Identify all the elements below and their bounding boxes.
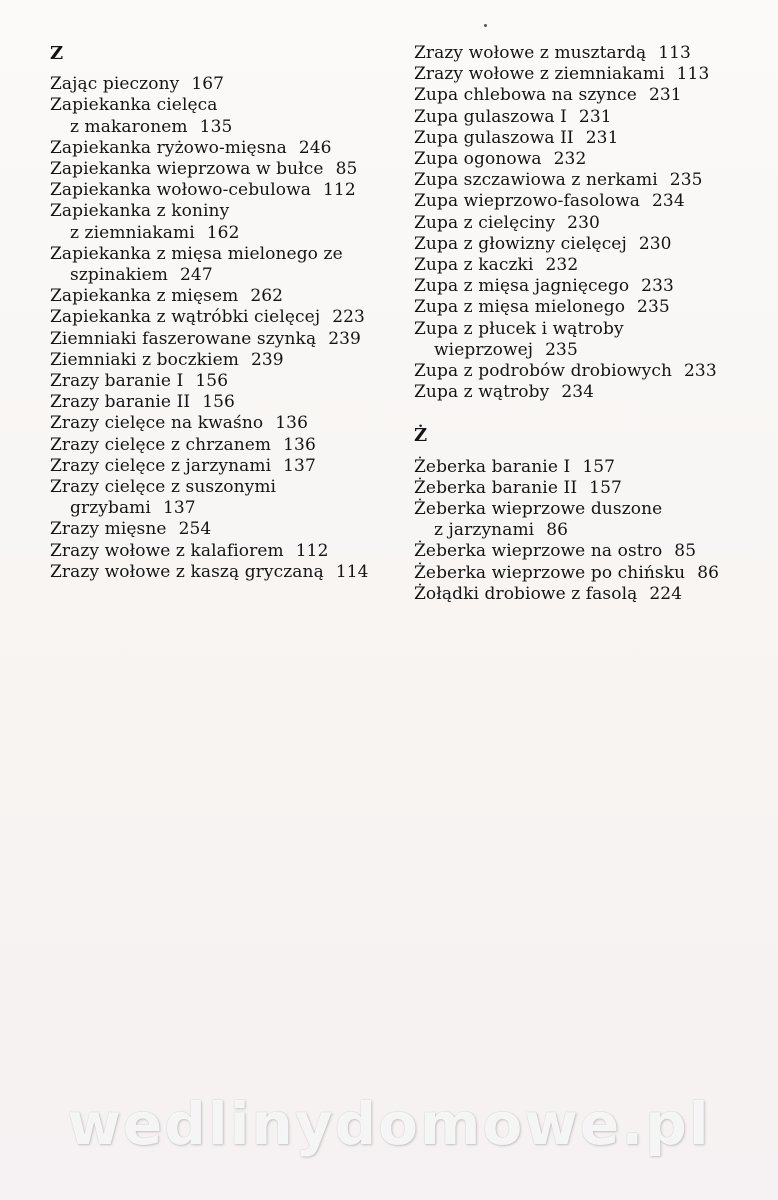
index-entry: [50, 286, 395, 307]
index-entry-continuation: [50, 265, 395, 286]
index-entry: [414, 255, 764, 276]
index-entry: [50, 138, 395, 159]
entry-title: z jarzynami: [434, 520, 535, 541]
index-entry-continuation: [414, 340, 764, 361]
entry-title: Zupa gulaszowa II: [414, 127, 574, 148]
entry-page-number: 86: [546, 520, 569, 541]
index-entry: [50, 307, 395, 328]
index-entry: [414, 584, 764, 605]
index-entry: [50, 477, 395, 498]
entry-page-number: 136: [275, 413, 308, 434]
index-entry: [414, 128, 764, 149]
entry-list-right-bottom: [414, 457, 764, 605]
index-entry: [414, 499, 764, 520]
entry-page-number: 235: [637, 297, 670, 318]
entry-page-number: 114: [335, 561, 369, 582]
entry-title: Zapiekanka z wątróbki cielęcej: [50, 307, 321, 328]
index-entry: [414, 457, 764, 478]
index-entry: [414, 64, 764, 85]
entry-page-number: 112: [295, 540, 329, 561]
entry-page-number: 234: [652, 191, 685, 212]
entry-title: Zapiekanka cielęca: [50, 95, 218, 116]
entry-page-number: 233: [641, 276, 674, 297]
index-entry: [414, 382, 764, 403]
entry-page-number: 85: [674, 541, 697, 562]
entry-title: Żołądki drobiowe z fasolą: [414, 583, 638, 604]
entry-title: Żeberka wieprzowe na ostro: [414, 541, 663, 562]
index-entry: [50, 413, 395, 434]
index-entry: [50, 519, 395, 540]
index-entry: [50, 350, 395, 371]
index-entry: [414, 149, 764, 170]
entry-title: Zapiekanka wołowo-cebulowa: [50, 180, 311, 201]
entry-title: Zupa z wątroby: [414, 382, 550, 403]
entry-title: Zrazy cielęce z chrzanem: [50, 434, 272, 455]
entry-title: wieprzowej: [434, 339, 534, 360]
entry-page-number: 137: [283, 455, 316, 476]
entry-title: Żeberka wieprzowe duszone: [414, 499, 663, 520]
entry-page-number: 262: [250, 286, 284, 307]
entry-title: Zrazy wołowe z kaszą gryczaną: [50, 561, 324, 582]
index-entry: [50, 541, 395, 562]
index-column-left: [50, 43, 395, 583]
entry-title: Żeberka baranie I: [414, 456, 571, 477]
index-entry: [414, 43, 764, 64]
entry-page-number: 137: [162, 498, 196, 519]
entry-title: Zupa gulaszowa I: [414, 106, 567, 127]
entry-page-number: 239: [250, 349, 284, 370]
index-entry: [50, 392, 395, 413]
entry-title: Zupa z płucek i wątroby: [414, 318, 624, 339]
entry-page-number: 156: [202, 392, 235, 413]
entry-title: Zupa chlebowa na szynce: [414, 85, 637, 106]
index-entry: [414, 191, 764, 212]
entry-title: z ziemniakami: [70, 222, 195, 243]
index-entry: [414, 234, 764, 255]
entry-title: Zrazy cielęce na kwaśno: [50, 413, 264, 434]
entry-list-left: [50, 74, 395, 583]
entry-title: Zrazy mięsne: [50, 519, 167, 540]
entry-page-number: 235: [545, 339, 578, 360]
entry-page-number: 230: [567, 212, 600, 233]
entry-title: z makaronem: [70, 116, 188, 137]
index-entry: [414, 213, 764, 234]
entry-title: Zapiekanka ryżowo-mięsna: [50, 137, 287, 158]
section-letter-z-dot: Ż: [414, 425, 428, 447]
index-entry: [50, 95, 395, 116]
index-column-right: [414, 43, 764, 605]
entry-page-number: 232: [545, 255, 579, 276]
index-entry: [414, 563, 764, 584]
print-speck: [484, 24, 487, 27]
entry-title: Zapiekanka z mięsem: [50, 286, 239, 307]
index-entry: [50, 371, 395, 392]
entry-page-number: 239: [328, 328, 361, 349]
entry-title: Zrazy wołowe z kalafiorem: [50, 540, 284, 561]
entry-page-number: 223: [332, 307, 365, 328]
entry-page-number: 233: [684, 361, 717, 382]
watermark: wedlinydomowe.pl: [67, 1090, 711, 1158]
entry-page-number: 157: [582, 456, 616, 477]
entry-title: grzybami: [70, 498, 151, 519]
entry-title: Ziemniaki z boczkiem: [50, 349, 239, 370]
index-entry: [50, 456, 395, 477]
entry-page-number: 247: [180, 265, 213, 286]
index-entry: [414, 297, 764, 318]
entry-title: Zrazy wołowe z musztardą: [414, 43, 647, 63]
entry-page-number: 234: [561, 382, 595, 403]
index-entry: [414, 478, 764, 499]
entry-page-number: 136: [283, 434, 316, 455]
entry-page-number: 231: [578, 106, 612, 127]
entry-page-number: 112: [323, 180, 356, 201]
entry-title: Zrazy baranie II: [50, 392, 191, 413]
index-entry: [414, 361, 764, 382]
entry-page-number: 157: [589, 477, 622, 498]
entry-title: szpinakiem: [70, 265, 169, 286]
entry-title: Zupa z mięsa mielonego: [414, 297, 626, 318]
section-letter-z: Z: [50, 43, 64, 64]
entry-title: Zupa z kaczki: [414, 255, 534, 276]
entry-title: Zupa szczawiowa z nerkami: [414, 170, 658, 191]
entry-title: Zapiekanka z mięsa mielonego ze: [50, 243, 343, 264]
entry-page-number: 85: [335, 159, 358, 179]
entry-page-number: 113: [658, 43, 691, 63]
entry-title: Zapiekanka z koniny: [50, 201, 230, 222]
index-entry: [414, 276, 764, 297]
index-entry-continuation: [50, 223, 395, 244]
index-entry-continuation: [50, 498, 395, 519]
entry-list-right-top: [414, 43, 764, 403]
entry-page-number: 167: [191, 74, 225, 95]
entry-title: Zupa wieprzowo-fasolowa: [414, 191, 641, 212]
index-entry: [414, 319, 764, 340]
index-entry: [50, 329, 395, 350]
entry-title: Zrazy cielęce z jarzynami: [50, 455, 272, 476]
entry-page-number: 235: [669, 170, 703, 191]
index-entry: [50, 244, 395, 265]
entry-title: Zrazy baranie I: [50, 371, 184, 392]
entry-title: Zupa ogonowa: [414, 149, 542, 170]
entry-title: Żeberka wieprzowe po chińsku: [414, 562, 686, 583]
entry-page-number: 224: [649, 583, 683, 604]
entry-page-number: 246: [298, 137, 332, 158]
index-entry: [50, 180, 395, 201]
entry-title: Zrazy cielęce z suszonymi: [50, 477, 277, 498]
entry-title: Żeberka baranie II: [414, 477, 578, 498]
index-entry-continuation: [50, 117, 395, 138]
entry-page-number: 113: [676, 64, 710, 85]
entry-title: Zupa z cielęciny: [414, 212, 556, 233]
index-entry: [414, 170, 764, 191]
entry-page-number: 230: [638, 233, 672, 254]
index-entry: [414, 541, 764, 562]
entry-page-number: 254: [178, 519, 212, 540]
entry-page-number: 156: [195, 371, 229, 392]
entry-page-number: 231: [648, 85, 682, 106]
entry-page-number: 231: [585, 127, 619, 148]
entry-page-number: 232: [553, 149, 587, 170]
entry-title: Zrazy wołowe z ziemniakami: [414, 64, 665, 85]
entry-page-number: 135: [199, 116, 233, 137]
index-entry: [414, 107, 764, 128]
index-entry: [414, 85, 764, 106]
entry-page-number: 86: [697, 562, 720, 583]
index-entry: [50, 201, 395, 222]
entry-title: Zając pieczony: [50, 74, 180, 95]
index-entry-continuation: [414, 520, 764, 541]
index-entry: [50, 435, 395, 456]
index-entry: [50, 74, 395, 95]
entry-page-number: 162: [206, 222, 240, 243]
index-entry: [50, 159, 395, 180]
entry-title: Ziemniaki faszerowane szynką: [50, 328, 317, 349]
entry-title: Zupa z głowizny cielęcej: [414, 233, 627, 254]
entry-title: Zapiekanka wieprzowa w bułce: [50, 159, 324, 179]
entry-title: Zupa z mięsa jagnięcego: [414, 276, 630, 297]
entry-title: Zupa z podrobów drobiowych: [414, 361, 672, 382]
index-entry: [50, 562, 395, 583]
